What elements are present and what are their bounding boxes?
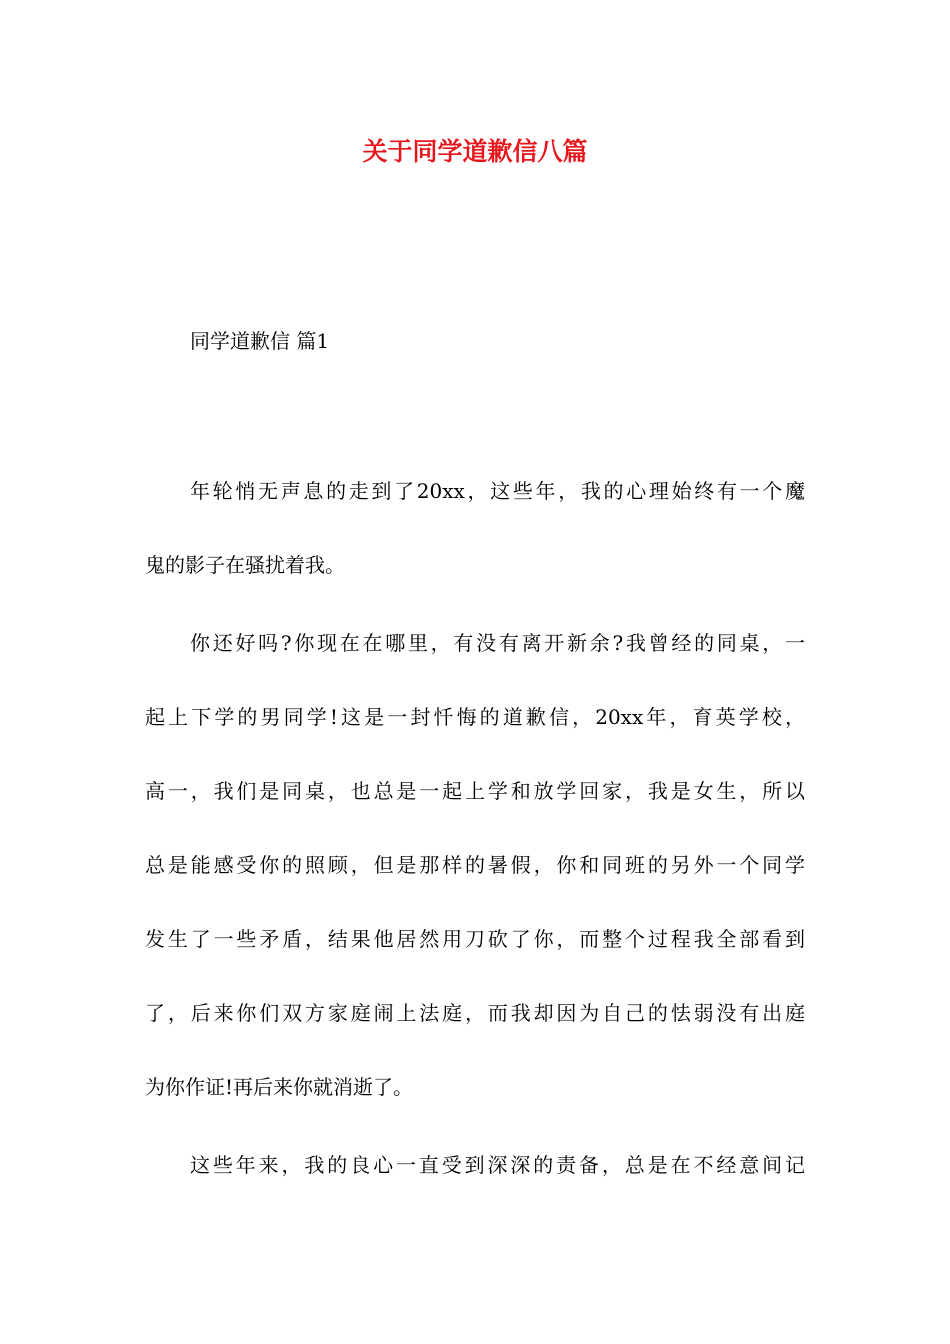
document-title: 关于同学道歉信八篇 [362,137,588,166]
paragraph-line: 总是能感受你的照顾，但是那样的暑假，你和同班的另外一个同学 [145,853,805,877]
paragraph-line: 年轮悄无声息的走到了20xx，这些年，我的心理始终有一个魔 [190,479,805,503]
paragraph-line: 这些年来，我的良心一直受到深深的责备，总是在不经意间记 [190,1153,805,1177]
paragraph-line: 鬼的影子在骚扰着我。 [145,553,345,577]
paragraph-line: 你还好吗?你现在在哪里，有没有离开新余?我曾经的同桌，一 [190,631,805,655]
paragraph-line: 高一，我们是同桌，也总是一起上学和放学回家，我是女生，所以 [145,779,805,803]
paragraph-line: 发生了一些矛盾，结果他居然用刀砍了你，而整个过程我全部看到 [145,927,805,951]
paragraph-line: 起上下学的男同学!这是一封忏悔的道歉信，20xx年，育英学校， [145,705,805,729]
paragraph-line: 了，后来你们双方家庭闹上法庭，而我却因为自己的怯弱没有出庭 [145,1001,805,1025]
paragraph-line: 为你作证!再后来你就消逝了。 [145,1075,414,1099]
section-heading: 同学道歉信 篇1 [190,329,330,353]
